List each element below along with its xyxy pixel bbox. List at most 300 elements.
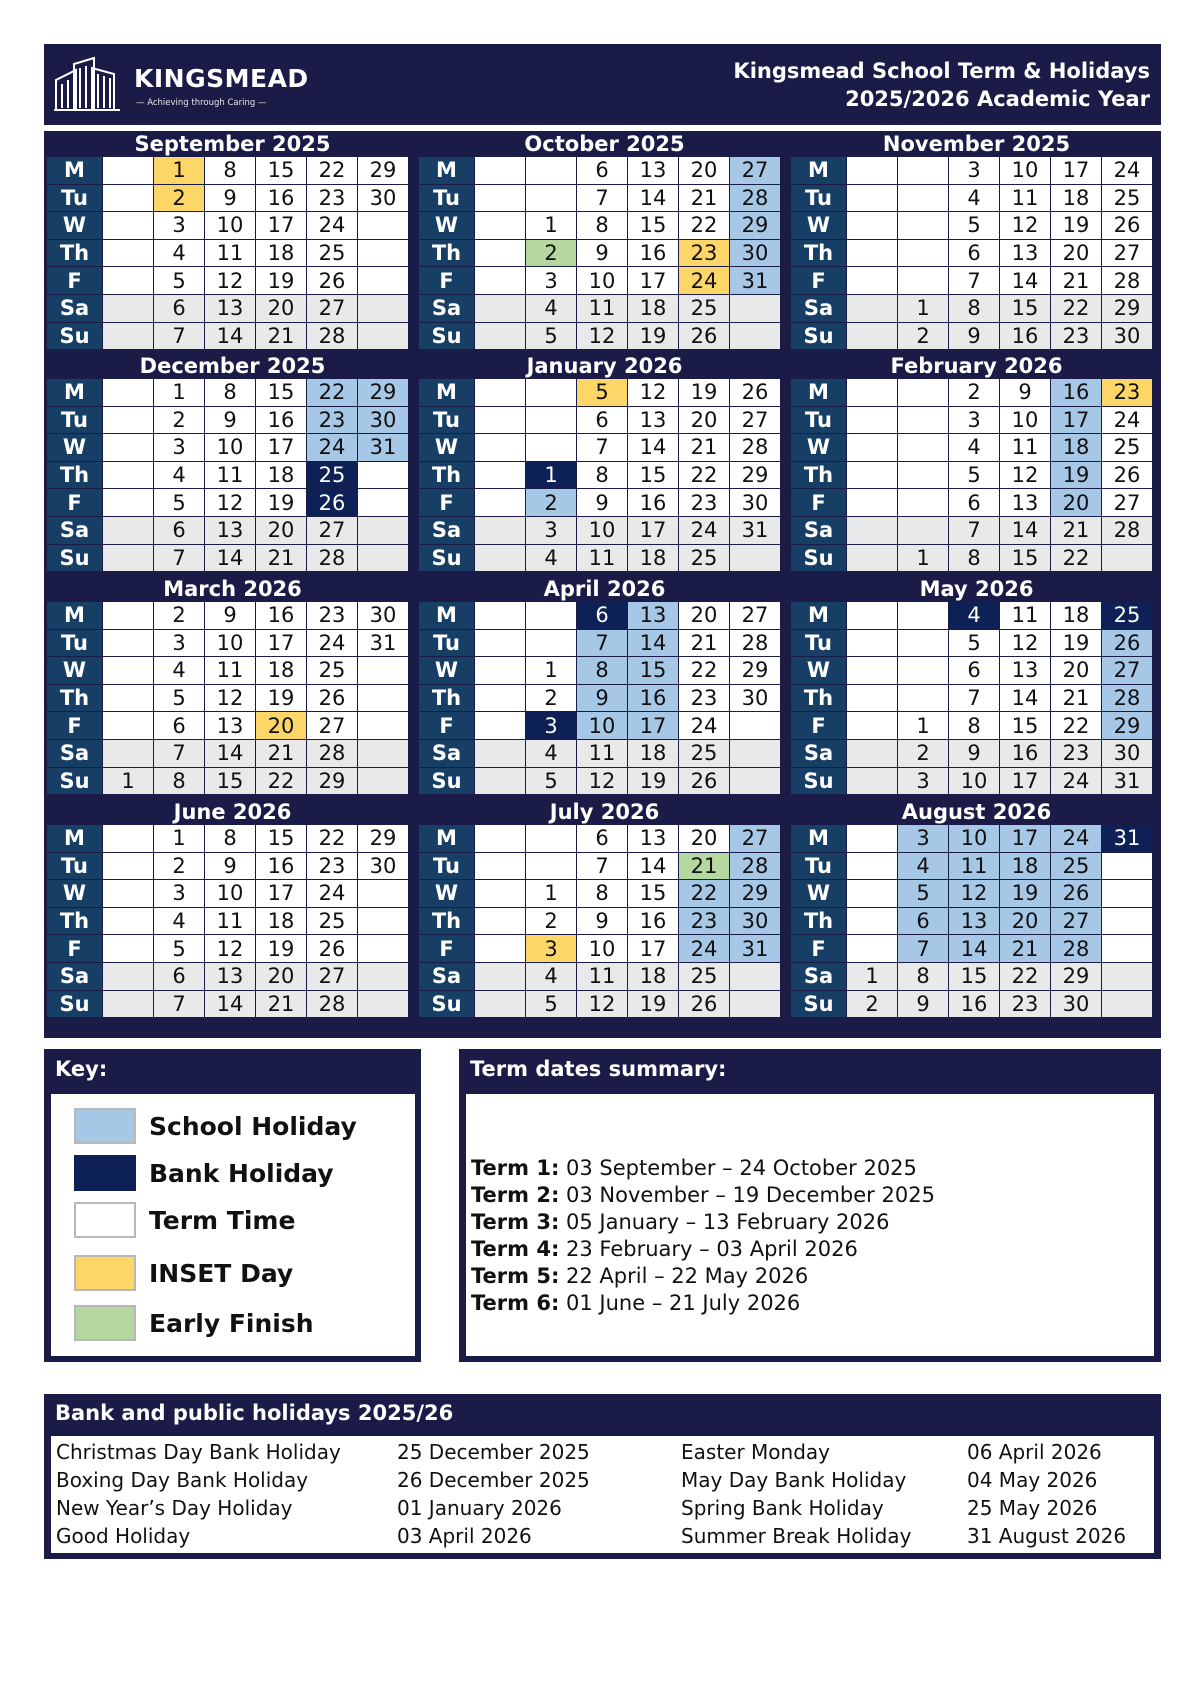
week-day-row	[419, 712, 781, 740]
week-day-row	[419, 962, 781, 990]
day-label: Sa	[419, 962, 475, 990]
date-cell: 6	[154, 516, 205, 544]
empty-date-cell	[526, 379, 577, 407]
date-cell: 9	[205, 852, 256, 880]
empty-date-cell	[526, 406, 577, 434]
empty-date-cell	[103, 239, 154, 267]
date-cell: 26	[1051, 880, 1102, 908]
term-label: Term 3:	[471, 1210, 560, 1234]
week-day-row	[419, 267, 781, 295]
week-day-row	[419, 684, 781, 712]
empty-date-cell	[526, 825, 577, 853]
month-table	[46, 824, 409, 1018]
date-cell: 11	[205, 907, 256, 935]
empty-date-cell	[526, 602, 577, 630]
month-title: February 2026	[890, 354, 1063, 378]
date-cell: 4	[154, 461, 205, 489]
day-label: Tu	[419, 184, 475, 212]
date-cell: 1	[154, 825, 205, 853]
empty-date-cell	[103, 602, 154, 630]
date-cell: 3	[154, 434, 205, 462]
empty-date-cell	[475, 267, 526, 295]
date-cell: 29	[1102, 294, 1153, 322]
date-cell: 1	[526, 212, 577, 240]
empty-date-cell	[358, 990, 409, 1018]
title-line-2: 2025/2026 Academic Year	[845, 87, 1150, 111]
day-label: Th	[47, 461, 103, 489]
empty-date-cell	[103, 739, 154, 767]
empty-date-cell	[103, 684, 154, 712]
date-cell: 19	[256, 935, 307, 963]
date-cell: 2	[154, 406, 205, 434]
week-day-row	[791, 489, 1153, 517]
date-cell: 16	[628, 907, 679, 935]
day-label: Sa	[791, 739, 847, 767]
day-label: Sa	[419, 739, 475, 767]
date-cell: 2	[154, 852, 205, 880]
week-day-row	[47, 990, 409, 1018]
date-cell: 7	[154, 544, 205, 572]
month-title: July 2026	[549, 800, 660, 824]
date-cell: 12	[205, 489, 256, 517]
date-cell: 1	[847, 962, 898, 990]
week-day-row	[791, 516, 1153, 544]
date-cell: 20	[1051, 489, 1102, 517]
date-cell: 4	[949, 184, 1000, 212]
date-cell: 30	[358, 184, 409, 212]
date-cell: 23	[1051, 739, 1102, 767]
date-cell: 10	[205, 629, 256, 657]
date-cell: 9	[898, 990, 949, 1018]
date-cell: 12	[628, 379, 679, 407]
week-day-row	[419, 657, 781, 685]
date-cell: 25	[1102, 184, 1153, 212]
date-cell: 25	[307, 657, 358, 685]
empty-date-cell	[847, 184, 898, 212]
day-label: W	[419, 434, 475, 462]
date-cell: 8	[205, 379, 256, 407]
holiday-date: 04 May 2026	[967, 1468, 1098, 1492]
week-day-row	[419, 516, 781, 544]
date-cell: 27	[1102, 239, 1153, 267]
empty-date-cell	[358, 322, 409, 350]
empty-date-cell	[103, 657, 154, 685]
date-cell: 13	[205, 712, 256, 740]
date-cell: 26	[1102, 212, 1153, 240]
day-label: Th	[47, 684, 103, 712]
date-cell: 6	[949, 489, 1000, 517]
week-day-row	[419, 322, 781, 350]
date-cell: 2	[526, 239, 577, 267]
date-cell: 14	[628, 852, 679, 880]
date-cell: 27	[730, 157, 781, 185]
date-cell: 21	[256, 544, 307, 572]
month-table	[418, 156, 781, 350]
day-label: Tu	[791, 406, 847, 434]
date-cell: 14	[1000, 684, 1051, 712]
empty-date-cell	[103, 629, 154, 657]
day-label: Tu	[419, 852, 475, 880]
empty-date-cell	[475, 880, 526, 908]
week-day-row	[47, 322, 409, 350]
date-cell: 26	[307, 267, 358, 295]
date-cell: 13	[1000, 239, 1051, 267]
date-cell: 3	[154, 629, 205, 657]
day-label: M	[47, 602, 103, 630]
month-title: November 2025	[882, 132, 1071, 156]
logo-tagline: — Achieving through Caring —	[136, 98, 267, 108]
date-cell: 8	[577, 212, 628, 240]
date-cell: 22	[679, 657, 730, 685]
date-cell: 16	[256, 602, 307, 630]
date-cell: 5	[154, 489, 205, 517]
date-cell: 21	[1051, 267, 1102, 295]
date-cell: 6	[577, 825, 628, 853]
week-day-row	[47, 962, 409, 990]
day-label: Th	[47, 239, 103, 267]
week-day-row	[47, 880, 409, 908]
empty-date-cell	[475, 489, 526, 517]
date-cell: 18	[256, 657, 307, 685]
date-cell: 19	[256, 267, 307, 295]
date-cell: 31	[358, 434, 409, 462]
date-cell: 22	[1051, 712, 1102, 740]
inset-day-swatch	[74, 1255, 136, 1291]
date-cell: 24	[679, 516, 730, 544]
day-label: Su	[47, 990, 103, 1018]
date-cell: 9	[577, 239, 628, 267]
day-label: Tu	[47, 852, 103, 880]
day-label: Tu	[47, 629, 103, 657]
date-cell: 7	[154, 739, 205, 767]
date-cell: 28	[730, 852, 781, 880]
date-cell: 2	[898, 322, 949, 350]
week-day-row	[791, 962, 1153, 990]
date-cell: 21	[679, 852, 730, 880]
day-label: Su	[791, 990, 847, 1018]
date-cell: 17	[628, 712, 679, 740]
day-label: M	[47, 157, 103, 185]
date-cell: 25	[307, 461, 358, 489]
holiday-name: New Year’s Day Holiday	[56, 1496, 293, 1520]
week-day-row	[419, 852, 781, 880]
week-day-row	[47, 657, 409, 685]
day-label: Th	[419, 239, 475, 267]
date-cell: 11	[577, 962, 628, 990]
empty-date-cell	[1102, 544, 1153, 572]
empty-date-cell	[898, 489, 949, 517]
date-cell: 18	[1000, 852, 1051, 880]
day-label: Th	[47, 907, 103, 935]
date-cell: 13	[628, 157, 679, 185]
term-label: Term 5:	[471, 1264, 560, 1288]
term-dates: 01 June – 21 July 2026	[559, 1291, 801, 1315]
date-cell: 13	[628, 406, 679, 434]
date-cell: 15	[256, 379, 307, 407]
empty-date-cell	[730, 322, 781, 350]
date-cell: 5	[577, 379, 628, 407]
holiday-name: Good Holiday	[56, 1524, 191, 1548]
date-cell: 18	[1051, 434, 1102, 462]
week-day-row	[791, 239, 1153, 267]
month-january-2026	[418, 353, 791, 575]
week-day-row	[47, 712, 409, 740]
day-label: Su	[47, 544, 103, 572]
early-finish-swatch	[74, 1305, 136, 1341]
key-label: School Holiday	[149, 1112, 357, 1141]
week-day-row	[47, 434, 409, 462]
date-cell: 3	[154, 880, 205, 908]
date-cell: 21	[1000, 935, 1051, 963]
date-cell: 12	[1000, 629, 1051, 657]
day-label: F	[419, 267, 475, 295]
date-cell: 11	[1000, 602, 1051, 630]
date-cell: 24	[679, 935, 730, 963]
date-cell: 27	[730, 825, 781, 853]
date-cell: 2	[526, 907, 577, 935]
date-cell: 18	[256, 461, 307, 489]
page-header	[44, 44, 1161, 125]
holiday-name: Easter Monday	[681, 1440, 830, 1464]
empty-date-cell	[847, 825, 898, 853]
date-cell: 20	[679, 406, 730, 434]
date-cell: 29	[730, 880, 781, 908]
date-cell: 26	[1102, 629, 1153, 657]
calendar-grid	[44, 131, 1161, 1038]
date-cell: 17	[256, 212, 307, 240]
date-cell: 5	[526, 322, 577, 350]
date-cell: 28	[730, 434, 781, 462]
week-day-row	[419, 544, 781, 572]
date-cell: 27	[307, 294, 358, 322]
date-cell: 27	[307, 516, 358, 544]
month-november-2025	[790, 131, 1163, 353]
day-label: F	[791, 935, 847, 963]
date-cell: 2	[949, 379, 1000, 407]
date-cell: 3	[949, 157, 1000, 185]
date-cell: 9	[577, 907, 628, 935]
date-cell: 3	[949, 406, 1000, 434]
empty-date-cell	[103, 544, 154, 572]
date-cell: 19	[1051, 212, 1102, 240]
date-cell: 16	[256, 852, 307, 880]
date-cell: 10	[577, 516, 628, 544]
empty-date-cell	[475, 322, 526, 350]
day-label: W	[791, 880, 847, 908]
week-day-row	[47, 379, 409, 407]
date-cell: 22	[1051, 294, 1102, 322]
week-day-row	[791, 434, 1153, 462]
week-day-row	[47, 406, 409, 434]
day-label: W	[47, 212, 103, 240]
bank-holidays-list	[51, 1436, 1154, 1553]
empty-date-cell	[475, 739, 526, 767]
empty-date-cell	[526, 184, 577, 212]
empty-date-cell	[358, 935, 409, 963]
key-list	[51, 1094, 415, 1356]
date-cell: 19	[628, 322, 679, 350]
week-day-row	[791, 767, 1153, 795]
date-cell: 22	[307, 379, 358, 407]
date-cell: 10	[205, 880, 256, 908]
date-cell: 4	[526, 962, 577, 990]
date-cell: 2	[526, 684, 577, 712]
empty-date-cell	[847, 684, 898, 712]
week-day-row	[791, 990, 1153, 1018]
empty-date-cell	[103, 461, 154, 489]
empty-date-cell	[847, 907, 898, 935]
date-cell: 25	[679, 739, 730, 767]
empty-date-cell	[103, 157, 154, 185]
month-table	[46, 378, 409, 572]
date-cell: 9	[205, 406, 256, 434]
date-cell: 31	[730, 267, 781, 295]
day-label: M	[419, 157, 475, 185]
date-cell: 24	[1051, 825, 1102, 853]
day-label: Th	[791, 907, 847, 935]
date-cell: 6	[154, 712, 205, 740]
building-icon	[54, 56, 126, 112]
empty-date-cell	[847, 629, 898, 657]
month-title: March 2026	[163, 577, 302, 601]
day-label: Tu	[791, 629, 847, 657]
week-day-row	[419, 990, 781, 1018]
date-cell: 29	[730, 657, 781, 685]
date-cell: 12	[1000, 461, 1051, 489]
empty-date-cell	[475, 657, 526, 685]
date-cell: 12	[205, 684, 256, 712]
month-september-2025	[46, 131, 419, 353]
month-table	[790, 156, 1153, 350]
date-cell: 10	[577, 935, 628, 963]
date-cell: 25	[1051, 852, 1102, 880]
empty-date-cell	[847, 657, 898, 685]
date-cell: 22	[307, 825, 358, 853]
empty-date-cell	[898, 212, 949, 240]
date-cell: 14	[1000, 516, 1051, 544]
empty-date-cell	[475, 544, 526, 572]
empty-date-cell	[358, 739, 409, 767]
key-label: INSET Day	[149, 1259, 294, 1288]
date-cell: 5	[154, 267, 205, 295]
date-cell: 3	[526, 935, 577, 963]
week-day-row	[791, 825, 1153, 853]
date-cell: 17	[256, 629, 307, 657]
date-cell: 5	[898, 880, 949, 908]
day-label: M	[791, 602, 847, 630]
empty-date-cell	[358, 712, 409, 740]
week-day-row	[47, 629, 409, 657]
date-cell: 20	[679, 825, 730, 853]
date-cell: 5	[154, 935, 205, 963]
date-cell: 9	[205, 602, 256, 630]
date-cell: 9	[1000, 379, 1051, 407]
date-cell: 31	[358, 629, 409, 657]
date-cell: 14	[628, 434, 679, 462]
empty-date-cell	[475, 157, 526, 185]
week-day-row	[791, 406, 1153, 434]
week-day-row	[791, 684, 1153, 712]
day-label: Su	[419, 322, 475, 350]
date-cell: 5	[949, 629, 1000, 657]
date-cell: 26	[679, 990, 730, 1018]
day-label: W	[47, 434, 103, 462]
date-cell: 28	[307, 322, 358, 350]
day-label: Tu	[791, 184, 847, 212]
date-cell: 8	[205, 157, 256, 185]
empty-date-cell	[358, 461, 409, 489]
week-day-row	[791, 907, 1153, 935]
empty-date-cell	[475, 852, 526, 880]
date-cell: 16	[1000, 739, 1051, 767]
empty-date-cell	[898, 267, 949, 295]
day-label: Su	[419, 990, 475, 1018]
empty-date-cell	[475, 184, 526, 212]
empty-date-cell	[898, 516, 949, 544]
date-cell: 31	[1102, 767, 1153, 795]
date-cell: 1	[898, 544, 949, 572]
date-cell: 10	[577, 712, 628, 740]
date-cell: 11	[205, 657, 256, 685]
date-cell: 23	[307, 406, 358, 434]
date-cell: 13	[628, 825, 679, 853]
week-day-row	[791, 294, 1153, 322]
empty-date-cell	[358, 684, 409, 712]
day-label: M	[791, 157, 847, 185]
day-label: F	[47, 935, 103, 963]
empty-date-cell	[103, 322, 154, 350]
date-cell: 4	[154, 657, 205, 685]
date-cell: 12	[577, 990, 628, 1018]
empty-date-cell	[1102, 935, 1153, 963]
week-day-row	[47, 461, 409, 489]
empty-date-cell	[847, 602, 898, 630]
date-cell: 26	[679, 767, 730, 795]
term-row	[471, 1237, 858, 1261]
date-cell: 8	[154, 767, 205, 795]
key-label: Early Finish	[149, 1309, 314, 1338]
empty-date-cell	[103, 516, 154, 544]
empty-date-cell	[358, 544, 409, 572]
date-cell: 25	[679, 544, 730, 572]
date-cell: 22	[679, 212, 730, 240]
date-cell: 14	[628, 629, 679, 657]
date-cell: 19	[1051, 629, 1102, 657]
date-cell: 19	[256, 684, 307, 712]
week-day-row	[791, 852, 1153, 880]
date-cell: 22	[679, 461, 730, 489]
date-cell: 29	[358, 157, 409, 185]
date-cell: 23	[679, 907, 730, 935]
empty-date-cell	[847, 712, 898, 740]
empty-date-cell	[730, 544, 781, 572]
date-cell: 17	[1051, 406, 1102, 434]
day-label: W	[419, 657, 475, 685]
empty-date-cell	[475, 990, 526, 1018]
date-cell: 6	[577, 406, 628, 434]
day-label: Th	[791, 461, 847, 489]
term-dates: 22 April – 22 May 2026	[559, 1264, 809, 1288]
day-label: Su	[791, 322, 847, 350]
week-day-row	[791, 629, 1153, 657]
date-cell: 31	[1102, 825, 1153, 853]
day-label: Tu	[47, 184, 103, 212]
date-cell: 23	[307, 852, 358, 880]
holiday-name: Boxing Day Bank Holiday	[56, 1468, 309, 1492]
date-cell: 16	[628, 239, 679, 267]
date-cell: 18	[628, 544, 679, 572]
key-label: Term Time	[149, 1206, 296, 1235]
